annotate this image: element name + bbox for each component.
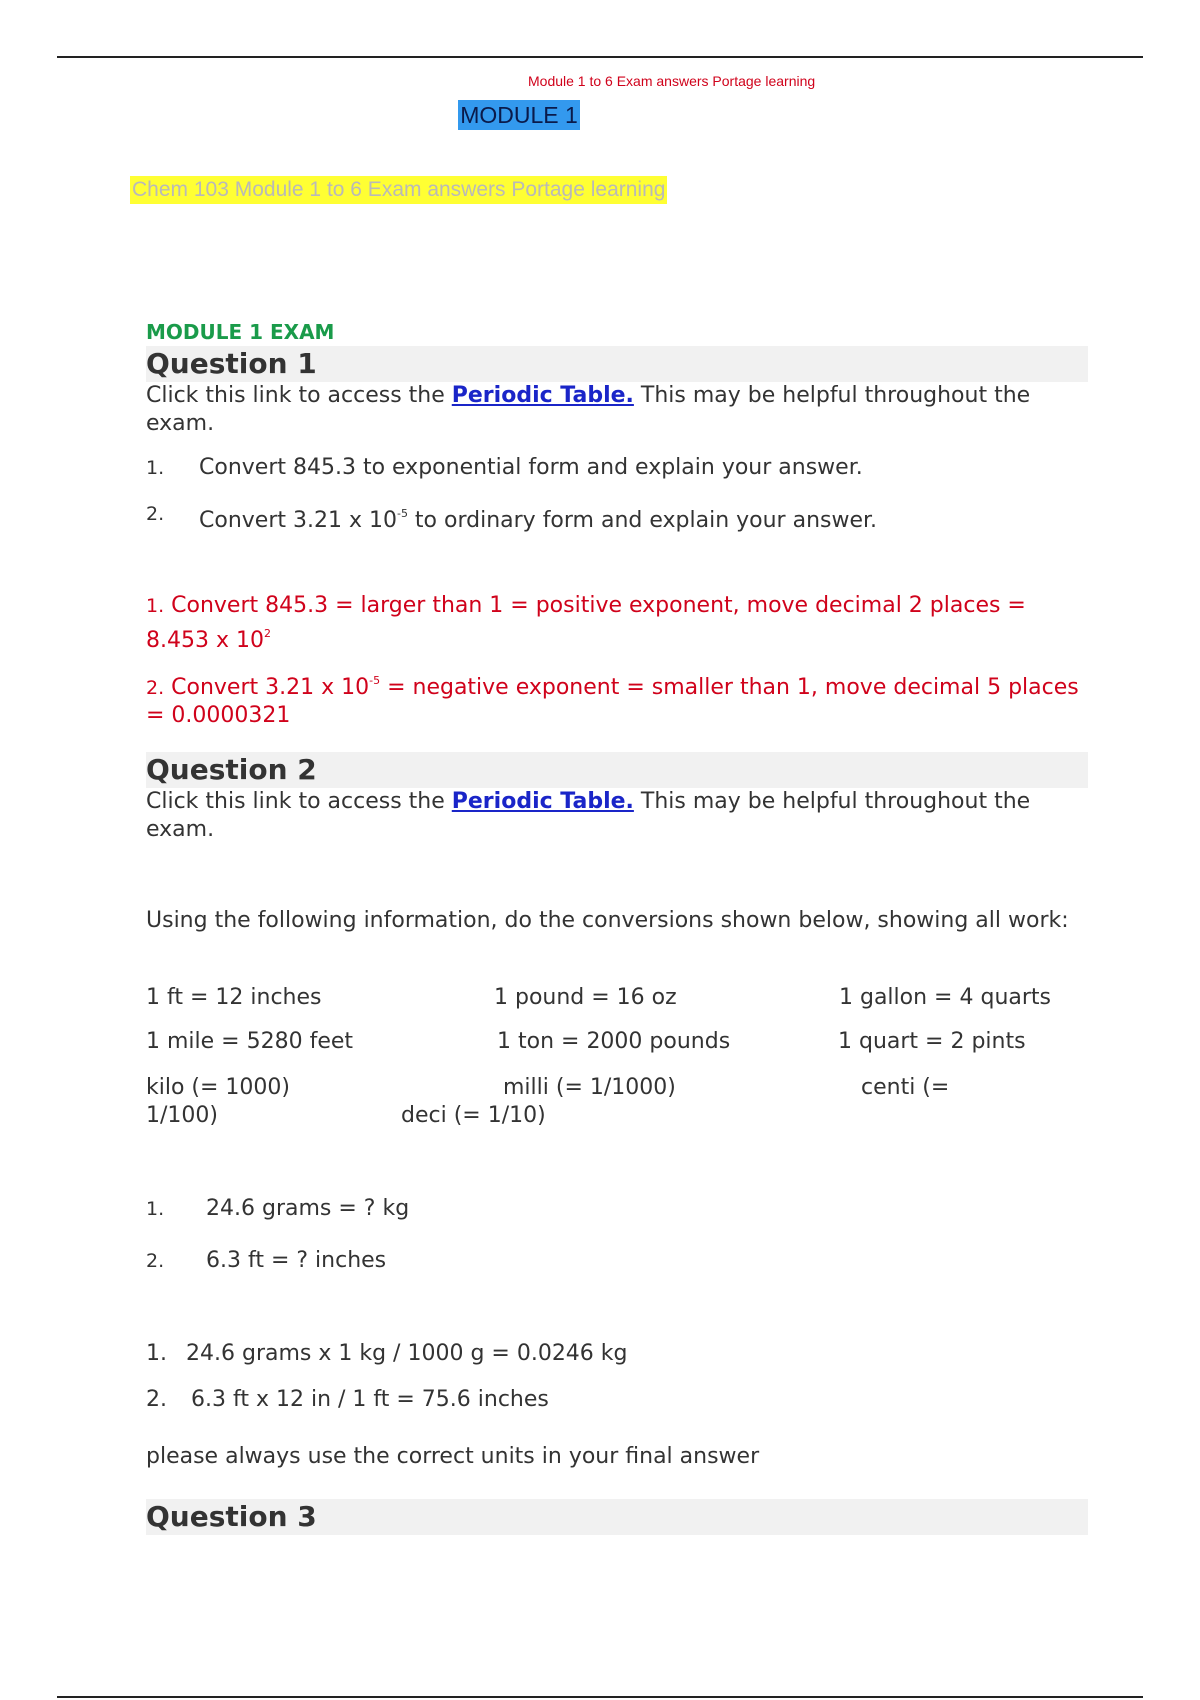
module-title: MODULE 1: [458, 100, 580, 130]
course-title: Chem 103 Module 1 to 6 Exam answers Portage learning: [130, 176, 667, 204]
list-number: 1.: [146, 457, 165, 479]
question-1-intro: [146, 382, 1088, 438]
intro-text: Click this link to access the: [146, 789, 445, 814]
prefix-deci: deci (= 1/10): [401, 1103, 546, 1128]
list-text: 24.6 grams x 1 kg / 1000 g = 0.0246 kg: [186, 1341, 628, 1366]
prefix-centi-value: 1/100): [146, 1103, 218, 1128]
conversion-cell: 1 mile = 5280 feet: [146, 1029, 354, 1054]
intro-text-after: This may be helpful throughout the exam.: [146, 789, 1031, 842]
list-number: 2.: [146, 1387, 167, 1412]
list-number: 1.: [146, 1341, 167, 1366]
conversion-cell: 1 quart = 2 pints: [838, 1029, 1026, 1054]
list-number: 2.: [146, 1250, 165, 1272]
question-2-intro: [146, 788, 1088, 844]
periodic-table-link[interactable]: Periodic Table.: [451, 789, 634, 814]
question-1-answer-2: 2. Convert 3.21 x $10^{-5}$ = negative exponent = smaller than 1, move decimal 5 places = 0.0000321: [146, 674, 1079, 728]
list-number: 1.: [146, 1198, 165, 1220]
question-2-heading: Question 2: [146, 752, 1088, 788]
list-number: 2.: [146, 503, 165, 525]
question-2-note: please always use the correct units in your final answer: [146, 1444, 760, 1469]
prefix-milli: milli (= 1/1000): [503, 1075, 676, 1100]
periodic-table-link[interactable]: Periodic Table.: [451, 383, 634, 408]
list-text: 6.3 ft x 12 in / 1 ft = 75.6 inches: [191, 1387, 549, 1412]
list-text: Convert 845.3 to exponential form and explain your answer.: [199, 455, 863, 480]
list-text: Convert 3.21 x $10^{-5}$ to ordinary form and explain your answer.: [199, 507, 878, 533]
question-1-heading: Question 1: [146, 346, 1088, 382]
intro-text-after: This may be helpful throughout the exam.: [146, 383, 1031, 436]
conversion-cell: 1 pound = 16 oz: [494, 985, 677, 1010]
question-3-heading: Question 3: [146, 1499, 1088, 1535]
list-text: 24.6 grams = ? kg: [206, 1196, 410, 1221]
bottom-rule: [57, 1696, 1143, 1698]
prefix-centi: centi (=: [861, 1075, 950, 1100]
running-header: Module 1 to 6 Exam answers Portage learning: [528, 73, 816, 89]
top-rule: [57, 56, 1143, 58]
list-text: 6.3 ft = ? inches: [206, 1248, 387, 1273]
conversion-cell: 1 gallon = 4 quarts: [839, 985, 1051, 1010]
question-2-instruction: Using the following information, do the conversions shown below, showing all work:: [146, 908, 1069, 933]
conversion-cell: 1 ft = 12 inches: [146, 985, 322, 1010]
exam-title: MODULE 1 EXAM: [146, 320, 335, 344]
conversion-cell: 1 ton = 2000 pounds: [497, 1029, 731, 1054]
prefix-kilo: kilo (= 1000): [146, 1075, 290, 1100]
intro-text: Click this link to access the: [146, 383, 445, 408]
question-1-answer-1: 1. Convert 845.3 = larger than 1 = positive exponent, move decimal 2 places = 8.453 x $10^2$: [146, 593, 1026, 653]
